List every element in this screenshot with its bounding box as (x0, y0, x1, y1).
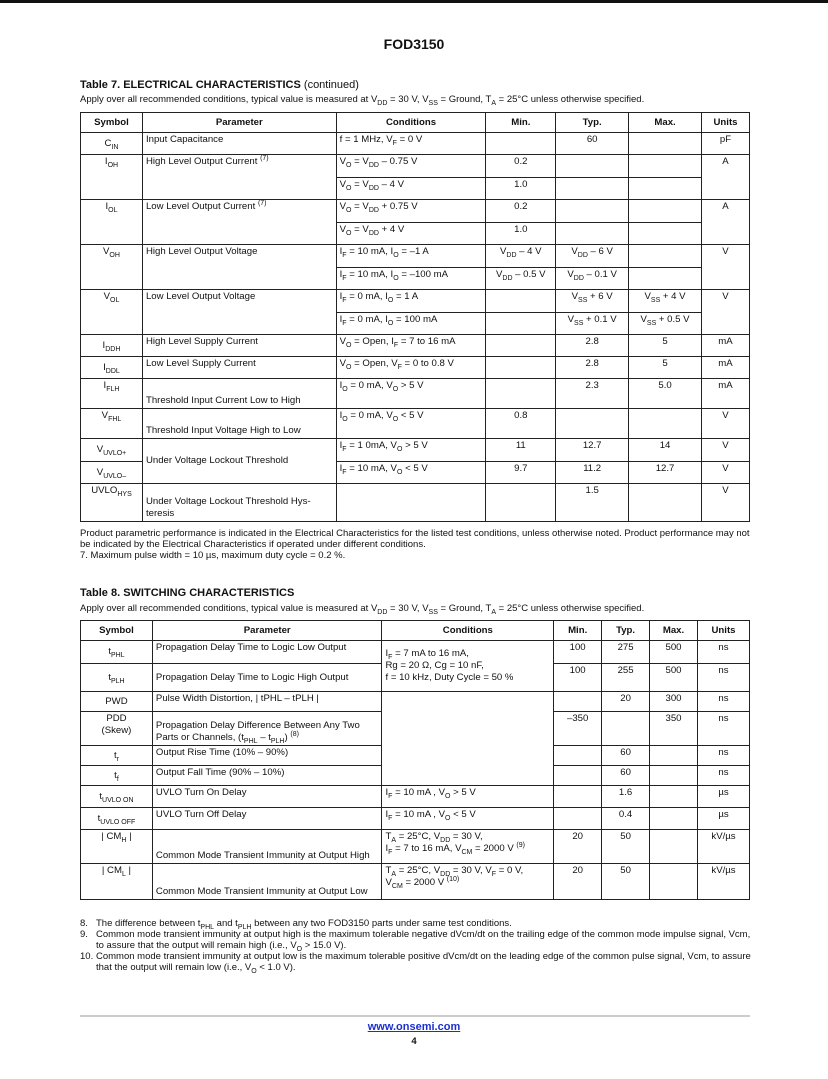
table-cell (556, 155, 629, 178)
table-cell: PWD (81, 692, 153, 712)
table-cell (650, 830, 698, 864)
table-row (81, 290, 750, 313)
table-cell: Propagation Delay Time to Logic High Output (152, 664, 382, 692)
table-cell: 20 (554, 864, 602, 900)
table-cell (554, 746, 602, 766)
table-cell (629, 200, 702, 223)
table-cell: ns (698, 641, 750, 664)
table-row (81, 439, 750, 462)
table-cell (602, 712, 650, 746)
table-cell: µs (698, 786, 750, 808)
table-cell: 20 (554, 830, 602, 864)
table-cell (556, 200, 629, 223)
table-cell: $I_F = 1$ 0mA, $V_O > 5$ V (336, 439, 486, 462)
table-cell: | $CM_L$ | (81, 864, 153, 900)
table-cell: $T_A = 25^\circ C$, $V_{DD} = 30$ V, $V_F = 0$ V, $V_{CM} = 2000$ V $^{(10)}$ (382, 864, 554, 900)
table-cell: V (701, 409, 749, 439)
table-cell: 275 (602, 641, 650, 664)
table-cell (486, 335, 556, 357)
table-cell: 500 (650, 641, 698, 664)
table-cell: 12.7 (556, 439, 629, 462)
table-cell: $V_O = V_{DD} - 0.75$ V (336, 155, 486, 178)
table8-title: Table 8. SWITCHING CHARACTERISTICS (80, 587, 295, 599)
table-cell: $V_O = V_{DD} - 4$ V (336, 178, 486, 200)
table-cell: Propagation Delay Time to Logic Low Output (152, 641, 382, 664)
table-cell: V (701, 290, 749, 335)
table-cell: $t_f$ (81, 766, 153, 786)
table-cell: $I_{OH}$ (81, 155, 143, 200)
table-row (81, 357, 750, 379)
table-cell: $t_r$ (81, 746, 153, 766)
table-cell: 60 (556, 133, 629, 155)
table-cell: PDD (Skew) (81, 712, 153, 746)
table-cell: $I_O = 0$ mA, $V_O > 5$ V (336, 379, 486, 409)
table-cell (554, 808, 602, 830)
table-cell: $I_F = 7$ mA to 16 mA, Rg = 20 Ω, Cg = 10 nF, f = 10 kHz, Duty Cycle = 50 % (382, 641, 554, 692)
table-cell: $I_F = 10$ mA, $V_O < 5$ V (336, 462, 486, 484)
table-cell (486, 484, 556, 522)
table-cell: 5 (629, 335, 702, 357)
table-cell: 12.7 (629, 462, 702, 484)
table-row (81, 409, 750, 439)
table-cell: $V_O$ = Open, $V_F = 0$ to 0.8 V (336, 357, 486, 379)
table-row (81, 864, 750, 900)
table-cell: 350 (650, 712, 698, 746)
table-cell: $t_{PLH}$ (81, 664, 153, 692)
table-cell: 11.2 (556, 462, 629, 484)
table-header-row (81, 621, 750, 641)
table-cell: | $CM_H$ | (81, 830, 153, 864)
table-cell (554, 786, 602, 808)
table-cell: $V_{DD} - 6$ V (556, 245, 629, 268)
table-cell: $UVLO_{HYS}$ (81, 484, 143, 522)
footnote-10: 10. Common mode transient immunity at output low is the maximum tolerable positive dVcm/dt on the leading edge of the common pulse signal, Vcm, to assure that the output will remain low (i.e., $V_O < 1.0$ V). (80, 951, 751, 975)
table-cell: $t_{UVLO OFF}$ (81, 808, 153, 830)
table-cell: ns (698, 664, 750, 692)
table-cell (336, 484, 486, 522)
table-cell (554, 692, 602, 712)
table-row (81, 245, 750, 268)
table-cell: 300 (650, 692, 698, 712)
document-title: FOD3150 (383, 36, 445, 52)
table-row (81, 200, 750, 223)
table-cell: Common Mode Transient Immunity at Output High (152, 830, 382, 864)
col-units: Units (698, 621, 750, 641)
table-cell (629, 409, 702, 439)
table-cell: V (701, 484, 749, 522)
table-cell: 1.5 (556, 484, 629, 522)
table-cell: 2.8 (556, 335, 629, 357)
table-cell: Threshold Input Voltage High to Low (142, 409, 336, 439)
table-cell: Under Voltage Lockout Threshold (142, 439, 336, 484)
table-cell: UVLO Turn On Delay (152, 786, 382, 808)
col-parameter: Parameter (152, 621, 382, 641)
table-cell: $I_{OL}$ (81, 200, 143, 245)
table-cell (629, 178, 702, 200)
table-cell: –350 (554, 712, 602, 746)
footer-rule (80, 1015, 750, 1017)
table-cell: mA (701, 379, 749, 409)
table-cell: 255 (602, 664, 650, 692)
table-cell: 20 (602, 692, 650, 712)
table8-subtitle: Apply over all recommended conditions, typical value is measured at $V_{DD} = 30$ V, $V_{SS}$ = Ground, $T_A = 25^\circ C$ unless otherwise specified. (80, 603, 645, 616)
table-cell: mA (701, 335, 749, 357)
table-cell: High Level Output Current $^{(7)}$ (142, 155, 336, 200)
table-cell: 14 (629, 439, 702, 462)
table-cell: Low Level Output Voltage (142, 290, 336, 335)
table7-subtitle: Apply over all recommended conditions, typical value is measured at $V_{DD} = 30$ V, $V_{SS}$ = Ground, $T_A = 25^\circ C$ unless otherwise specified. (80, 94, 645, 107)
table7-notes (80, 528, 752, 561)
table-cell: $I_F = 10$ mA, $I_O = -1$ A (336, 245, 486, 268)
table-cell: Common Mode Transient Immunity at Output Low (152, 864, 382, 900)
table-cell: kV/µs (698, 830, 750, 864)
table-cell: Output Fall Time (90% – 10%) (152, 766, 382, 786)
table-cell: $C_{IN}$ (81, 133, 143, 155)
table-cell: 5 (629, 357, 702, 379)
table-cell: 50 (602, 830, 650, 864)
footnote-7: 7. Maximum pulse width = 10 µs, maximum duty cycle = 0.2 %. (80, 550, 346, 561)
table-cell (629, 133, 702, 155)
electrical-characteristics-table (80, 112, 750, 522)
table-cell: 0.4 (602, 808, 650, 830)
table-cell: $I_{FLH}$ (81, 379, 143, 409)
col-max: Max. (629, 113, 702, 133)
table-cell: kV/µs (698, 864, 750, 900)
table-row (81, 808, 750, 830)
table-cell: Propagation Delay Difference Between Any Two Parts or Channels, $(t_{PHL} - t_{PLH})$ $^{(8)}$ (152, 712, 382, 746)
table-cell: 1.0 (486, 223, 556, 245)
table-cell (629, 245, 702, 268)
table-cell: V (701, 462, 749, 484)
table-row (81, 484, 750, 522)
table-cell: 60 (602, 746, 650, 766)
table-cell: f = 1 MHz, $V_F = 0$ V (336, 133, 486, 155)
table-header-row (81, 113, 750, 133)
table-cell: $V_{SS} + 0.5$ V (629, 313, 702, 335)
table-cell: 2.3 (556, 379, 629, 409)
table-cell: $T_A = 25^\circ C$, $V_{DD} = 30$ V, $I_F = 7$ to 16 mA, $V_{CM} = 2000$ V $^{(9)}$ (382, 830, 554, 864)
page-number: 4 (411, 1036, 417, 1047)
table-cell: Low Level Supply Current (142, 357, 336, 379)
table-cell (556, 223, 629, 245)
col-conditions: Conditions (382, 621, 554, 641)
table-cell: 2.8 (556, 357, 629, 379)
table-cell: $I_F = 0$ mA, $I_O = 100$ mA (336, 313, 486, 335)
table-row (81, 830, 750, 864)
table-cell (629, 223, 702, 245)
col-min: Min. (554, 621, 602, 641)
table-cell: $t_{PHL}$ (81, 641, 153, 664)
table-cell (650, 786, 698, 808)
table-row (81, 155, 750, 178)
table-row (81, 379, 750, 409)
table-cell: Threshold Input Current Low to High (142, 379, 336, 409)
table-row (81, 641, 750, 664)
table-cell: ns (698, 746, 750, 766)
table-cell: 0.8 (486, 409, 556, 439)
table-cell: 60 (602, 766, 650, 786)
table-cell: pF (701, 133, 749, 155)
table-cell (556, 178, 629, 200)
table-cell: $I_{DDL}$ (81, 357, 143, 379)
table-cell: 100 (554, 641, 602, 664)
table-cell: 11 (486, 439, 556, 462)
col-min: Min. (486, 113, 556, 133)
table-cell: A (701, 200, 749, 245)
table-cell: V (701, 439, 749, 462)
table-cell: 0.2 (486, 200, 556, 223)
table-cell (382, 692, 554, 786)
table-cell: $I_F = 10$ mA, $I_O = -100$ mA (336, 268, 486, 290)
table-cell: $V_{SS} + 6$ V (556, 290, 629, 313)
table-cell: $V_{DD} - 0.1$ V (556, 268, 629, 290)
top-rule (0, 0, 828, 3)
website-link[interactable]: www.onsemi.com (367, 1021, 461, 1033)
table-cell: Under Voltage Lockout Threshold Hys-teresis (142, 484, 336, 522)
table-cell (650, 766, 698, 786)
table-cell: High Level Supply Current (142, 335, 336, 357)
switching-rows (81, 641, 750, 900)
table-cell: 0.2 (486, 155, 556, 178)
table-cell: $V_{SS} + 4$ V (629, 290, 702, 313)
col-conditions: Conditions (336, 113, 486, 133)
table-cell: 50 (602, 864, 650, 900)
table-cell (556, 409, 629, 439)
electrical-rows (81, 133, 750, 522)
table-cell: $V_{OL}$ (81, 290, 143, 335)
table-cell: $I_O = 0$ mA, $V_O < 5$ V (336, 409, 486, 439)
table-cell: Pulse Width Distortion, | tPHL – tPLH | (152, 692, 382, 712)
table-cell: $V_{UVLO+}$ (81, 439, 143, 462)
col-symbol: Symbol (81, 113, 143, 133)
table-cell (629, 268, 702, 290)
table8-footnotes (80, 918, 752, 973)
table-cell: 1.0 (486, 178, 556, 200)
footnote-8: 8. The difference between $t_{PHL}$ and $t_{PLH}$ between any two FOD3150 parts under same test conditions. (80, 918, 512, 931)
switching-characteristics-table (80, 620, 750, 900)
table-cell: High Level Output Voltage (142, 245, 336, 290)
table-cell: $V_{DD} - 0.5$ V (486, 268, 556, 290)
table7-title: Table 7. ELECTRICAL CHARACTERISTICS (continued) (80, 79, 359, 91)
col-units: Units (701, 113, 749, 133)
col-typ: Typ. (556, 113, 629, 133)
footnote-9: 9. Common mode transient immunity at output high is the maximum tolerable negative dVcm/dt on the trailing edge of the common mode impulse signal, Vcm, to assure that the output will remain high (i.e., $V_O > 15.0$ V). (80, 929, 751, 953)
table-cell: $t_{UVLO ON}$ (81, 786, 153, 808)
table-row (81, 133, 750, 155)
table-row (81, 335, 750, 357)
table-cell: 5.0 (629, 379, 702, 409)
table-cell (650, 746, 698, 766)
table-cell: A (701, 155, 749, 200)
table-cell (650, 864, 698, 900)
table-cell: $I_F = 0$ mA, $I_O = 1$ A (336, 290, 486, 313)
table-cell: $V_{SS} + 0.1$ V (556, 313, 629, 335)
table-cell: ns (698, 712, 750, 746)
table-cell: V (701, 245, 749, 290)
table-cell: $I_F = 10$ mA , $V_O > 5$ V (382, 786, 554, 808)
table-cell: $V_O = V_{DD} + 0.75$ V (336, 200, 486, 223)
col-max: Max. (650, 621, 698, 641)
table-cell: $V_O$ = Open, $I_F = 7$ to 16 mA (336, 335, 486, 357)
table-cell: ns (698, 766, 750, 786)
col-symbol: Symbol (81, 621, 153, 641)
table-cell: Input Capacitance (142, 133, 336, 155)
table-cell (486, 133, 556, 155)
table-cell: $V_O = V_{DD} + 4$ V (336, 223, 486, 245)
table-cell: Output Rise Time (10% – 90%) (152, 746, 382, 766)
table-cell (629, 155, 702, 178)
col-parameter: Parameter (142, 113, 336, 133)
table-cell: 9.7 (486, 462, 556, 484)
table-cell: UVLO Turn Off Delay (152, 808, 382, 830)
table-cell: mA (701, 357, 749, 379)
table-cell: 500 (650, 664, 698, 692)
table-cell (486, 313, 556, 335)
table-cell: µs (698, 808, 750, 830)
table-cell: $I_{DDH}$ (81, 335, 143, 357)
table-cell: 100 (554, 664, 602, 692)
table-cell: 1.6 (602, 786, 650, 808)
table-row (81, 692, 750, 712)
table-cell: Low Level Output Current $^{(7)}$ (142, 200, 336, 245)
table-cell (554, 766, 602, 786)
table-cell (486, 357, 556, 379)
table-cell: $V_{FHL}$ (81, 409, 143, 439)
col-typ: Typ. (602, 621, 650, 641)
table-row (81, 786, 750, 808)
table-cell: ns (698, 692, 750, 712)
table-cell: $V_{OH}$ (81, 245, 143, 290)
product-note: Product parametric performance is indicated in the Electrical Characteristics for the listed test conditions, unless otherwise noted. Product performance may not be indicated by the Electrical Characteristics if operated under different conditions. (80, 528, 750, 550)
table-cell: $V_{DD} - 4$ V (486, 245, 556, 268)
table-cell: $I_F = 10$ mA , $V_O < 5$ V (382, 808, 554, 830)
table-cell (629, 484, 702, 522)
table-cell: $V_{UVLO-}$ (81, 462, 143, 484)
table-cell (650, 808, 698, 830)
table-cell (486, 290, 556, 313)
table-cell (486, 379, 556, 409)
